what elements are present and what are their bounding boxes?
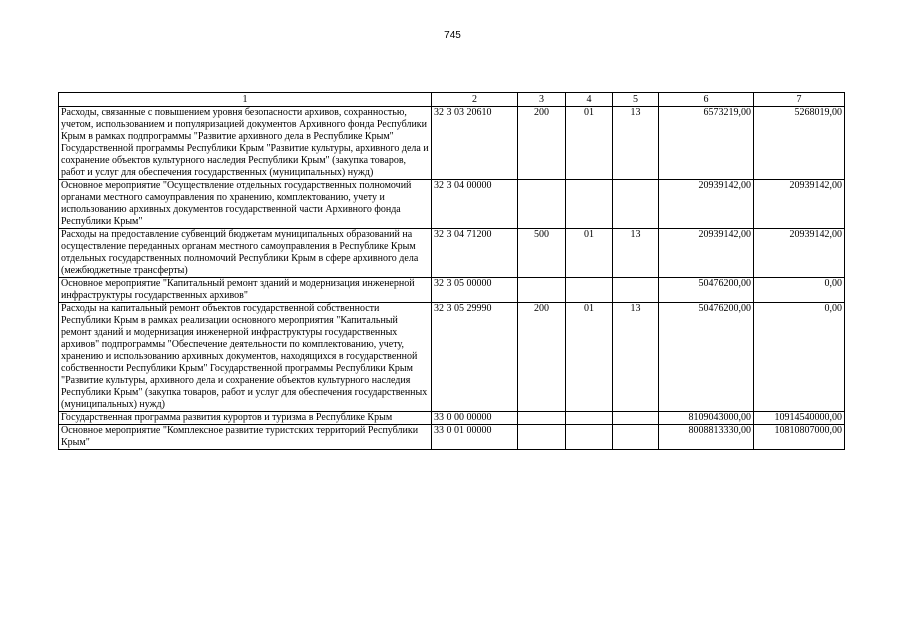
row-amount-1: 20939142,00 [659, 229, 754, 278]
table-row [59, 278, 845, 303]
header-col-4: 4 [566, 93, 613, 107]
row-amount-1: 50476200,00 [659, 303, 754, 412]
header-col-6: 6 [659, 93, 754, 107]
header-row [59, 93, 845, 107]
row-col-5: 13 [613, 107, 659, 180]
row-col-3: 500 [518, 229, 566, 278]
row-code: 33 0 01 00000 [432, 425, 518, 450]
row-code: 32 3 04 00000 [432, 180, 518, 229]
row-amount-2: 10810807000,00 [754, 425, 845, 450]
header-col-3: 3 [518, 93, 566, 107]
row-code: 32 3 04 71200 [432, 229, 518, 278]
row-amount-1: 8109043000,00 [659, 412, 754, 425]
row-col-3 [518, 180, 566, 229]
row-amount-2: 0,00 [754, 303, 845, 412]
table-row [59, 425, 845, 450]
row-col-4: 01 [566, 303, 613, 412]
row-amount-1: 6573219,00 [659, 107, 754, 180]
header-col-5: 5 [613, 93, 659, 107]
row-col-4: 01 [566, 229, 613, 278]
row-col-3 [518, 412, 566, 425]
budget-table [58, 92, 845, 450]
row-col-4 [566, 278, 613, 303]
header-col-7: 7 [754, 93, 845, 107]
row-col-3 [518, 425, 566, 450]
table-row [59, 229, 845, 278]
row-col-5: 13 [613, 303, 659, 412]
table-row [59, 107, 845, 180]
row-amount-2: 5268019,00 [754, 107, 845, 180]
header-col-1: 1 [59, 93, 432, 107]
row-col-4 [566, 180, 613, 229]
row-amount-2: 20939142,00 [754, 180, 845, 229]
row-amount-1: 20939142,00 [659, 180, 754, 229]
table-row [59, 412, 845, 425]
row-name: Основное мероприятие "Капитальный ремонт зданий и модернизация инженерной инфраструктуры государственных архивов" [59, 278, 432, 303]
row-amount-2: 10914540000,00 [754, 412, 845, 425]
row-col-3: 200 [518, 107, 566, 180]
row-code: 32 3 03 20610 [432, 107, 518, 180]
row-col-4 [566, 412, 613, 425]
row-name: Основное мероприятие "Комплексное развитие туристских территорий Республики Крым" [59, 425, 432, 450]
row-col-4: 01 [566, 107, 613, 180]
row-name: Расходы на предоставление субвенций бюджетам муниципальных образований на осуществление переданных органам местного самоуправления в Республике Крым отдельных государственных полномочий Республики Крым в сфере архивного дела (межбюджетные трансферты) [59, 229, 432, 278]
row-code: 32 3 05 00000 [432, 278, 518, 303]
row-name: Основное мероприятие "Осуществление отдельных государственных полномочий органами местного самоуправления по хранению, комплектованию, учету и использованию архивных документов государственной части Архивного фонда Республики Крым" [59, 180, 432, 229]
row-col-5 [613, 412, 659, 425]
row-code: 33 0 00 00000 [432, 412, 518, 425]
row-amount-1: 50476200,00 [659, 278, 754, 303]
row-col-4 [566, 425, 613, 450]
row-col-5: 13 [613, 229, 659, 278]
header-col-2: 2 [432, 93, 518, 107]
row-col-5 [613, 425, 659, 450]
row-col-3 [518, 278, 566, 303]
row-col-5 [613, 278, 659, 303]
row-amount-1: 8008813330,00 [659, 425, 754, 450]
row-code: 32 3 05 29990 [432, 303, 518, 412]
row-amount-2: 0,00 [754, 278, 845, 303]
row-name: Расходы, связанные с повышением уровня безопасности архивов, сохранностью, учетом, использованием и популяризацией документов Архивного фонда Республики Крым в рамках подпрограммы "Развитие архивного дела в Республике Крым" Государственной программы Республики Крым "Развитие культуры, архивного дела и сохранение объектов культурного наследия Республики Крым" (закупка товаров, работ и услуг для обеспечения государственных (муниципальных) нужд) [59, 107, 432, 180]
table-row [59, 303, 845, 412]
page-number: 745 [444, 30, 461, 41]
row-name: Расходы на капитальный ремонт объектов государственной собственности Республики Крым в рамках реализации основного мероприятия "Капитальный ремонт зданий и модернизация инженерной инфраструктуры государственных архивов" подпрограммы "Обеспечение деятельности по комплектованию, учету, хранению и использованию архивных документов, находящихся в государственной собственности Республики Крым" Государственной программы Республики Крым "Развитие культуры, архивного дела и сохранение объектов культурного наследия Республики Крым" (закупка товаров, работ и услуг для обеспечения государственных (муниципальных) нужд) [59, 303, 432, 412]
row-amount-2: 20939142,00 [754, 229, 845, 278]
row-col-3: 200 [518, 303, 566, 412]
row-name: Государственная программа развития курортов и туризма в Республике Крым [59, 412, 432, 425]
row-col-5 [613, 180, 659, 229]
table-row [59, 180, 845, 229]
